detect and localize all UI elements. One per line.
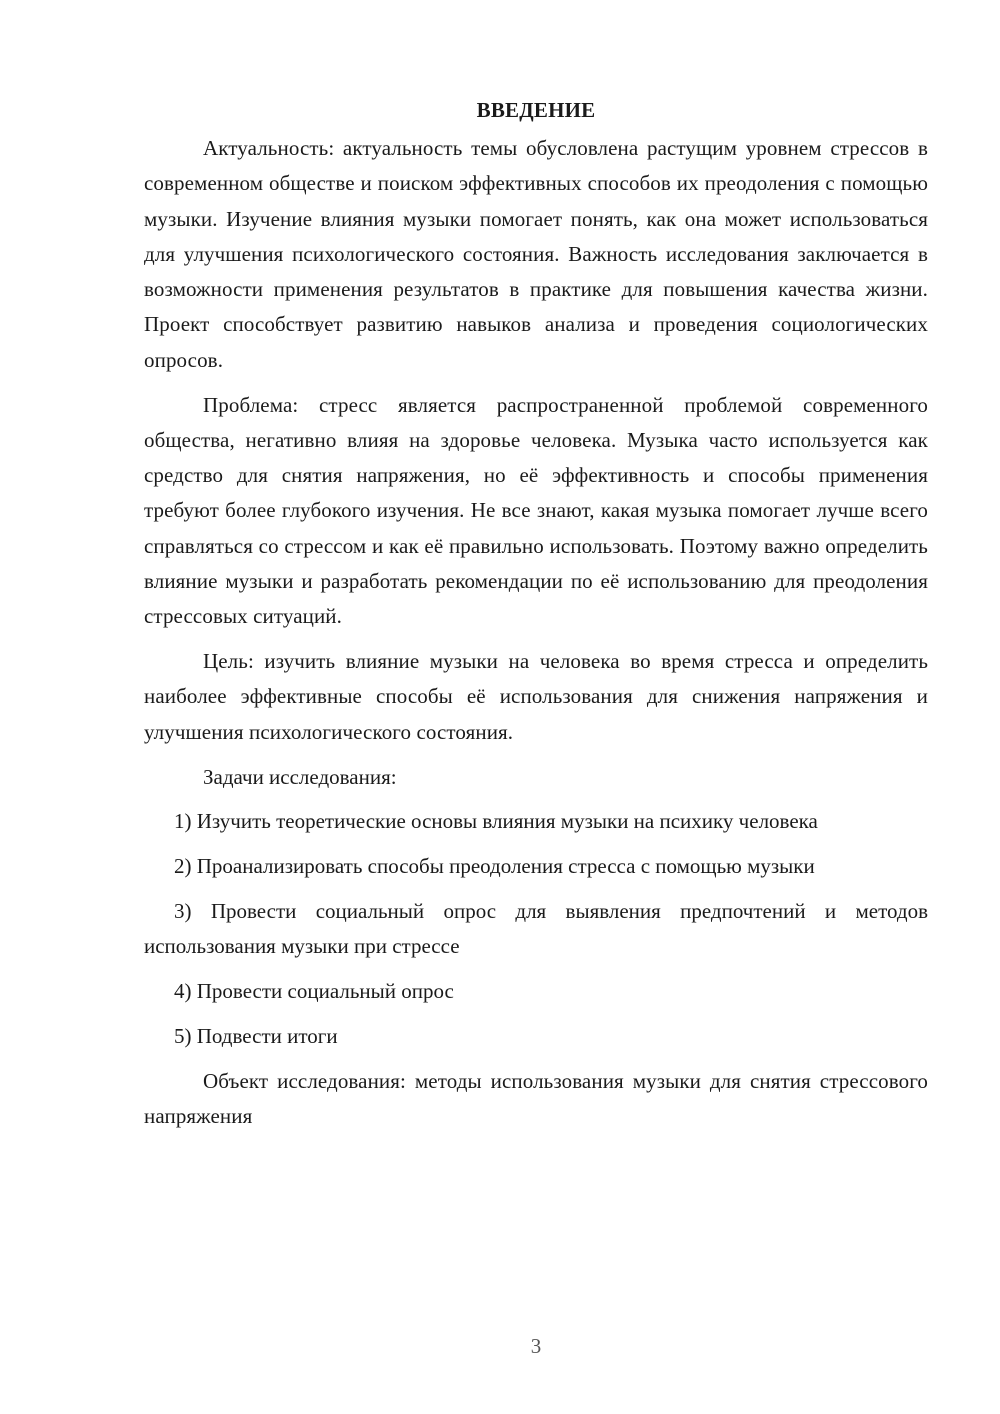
tasks-list <box>144 804 928 1054</box>
page-number: 3 <box>530 1334 542 1358</box>
goal-paragraph: Цель: изучить влияние музыки на человека во время стресса и определить наиболее эффективные способы её использования для снижения напряжения и улучшения психологического состояния. <box>144 649 928 744</box>
task-item: 2) Проанализировать способы преодоления стресса с помощью музыки <box>174 854 815 879</box>
document-page <box>144 94 928 1144</box>
task-item: 4) Провести социальный опрос <box>174 979 454 1004</box>
task-item: 5) Подвести итоги <box>174 1023 338 1048</box>
problem-paragraph: Проблема: стресс является распространенной проблемой современного общества, негативно влияя на здоровье человека. Музыка часто используется как средство для снятия напряжения, но её эффективность и способы применения требуют более глубокого изучения. Не все знают, какая музыка помогает лучше всего справляться со стрессом и как её правильно использовать. Поэтому важно определить влияние музыки и разработать рекомендации по её использованию для преодоления стрессовых ситуаций. <box>144 392 928 629</box>
tasks-heading: Задачи исследования: <box>203 764 397 789</box>
object-paragraph: Объект исследования: методы использования музыки для снятия стрессового напряжения <box>144 1068 928 1128</box>
section-title: ВВЕДЕНИЕ <box>476 98 596 122</box>
task-item: 1) Изучить теоретические основы влияния музыки на психику человека <box>174 809 818 834</box>
relevance-paragraph: Актуальность: актуальность темы обусловлена растущим уровнем стрессов в современном обществе и поиском эффективных способов их преодоления с помощью музыки. Изучение влияния музыки помогает понять, как она может использоваться для улучшения психологического состояния. Важность исследования заключается в возможности применения результатов в практике для повышения качества жизни. Проект способствует развитию навыков анализа и проведения социологических опросов. <box>144 136 928 372</box>
task-item: 3) Провести социальный опрос для выявления предпочтений и методов использования музыки при стрессе <box>144 898 928 959</box>
